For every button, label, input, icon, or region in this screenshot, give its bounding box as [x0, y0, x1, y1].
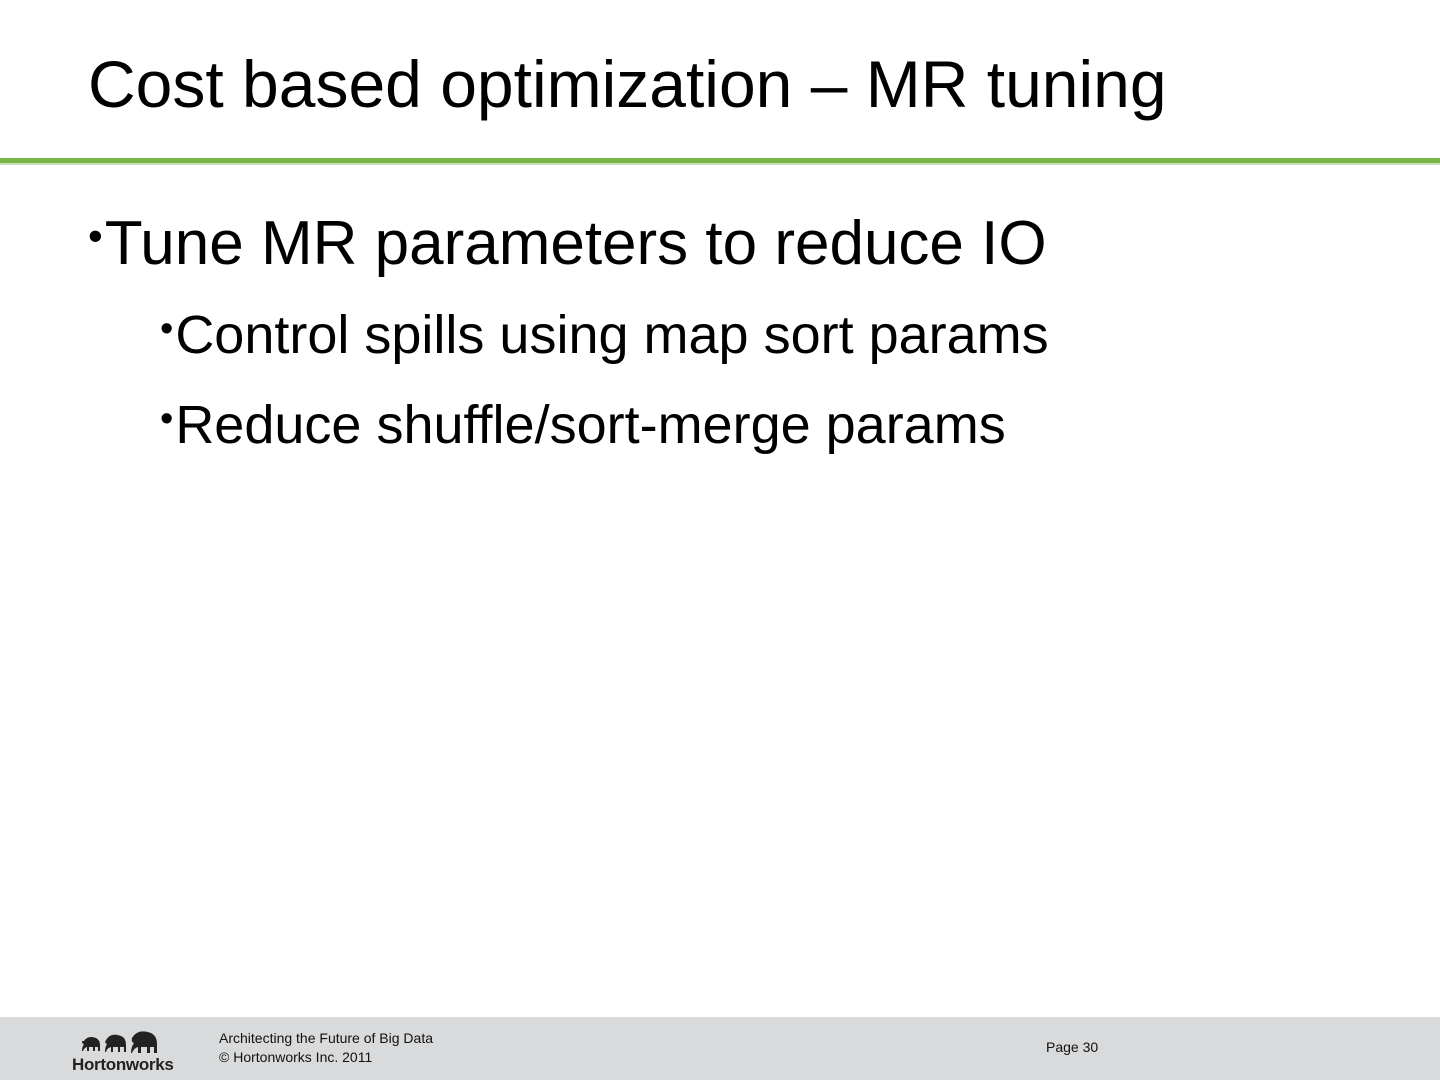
bullet-marker: • — [160, 398, 174, 440]
elephants-logo-icon — [70, 1027, 190, 1057]
slide-title: Cost based optimization – MR tuning — [88, 47, 1167, 121]
sub-bullet-item — [160, 386, 1006, 458]
sub-bullet-text: Control spills using map sort params — [175, 305, 1049, 365]
logo-wordmark: Hortonworks — [72, 1055, 174, 1074]
sub-bullet-item — [160, 296, 1049, 368]
slide-footer — [0, 1017, 1440, 1080]
title-divider-shadow — [0, 163, 1440, 165]
bullet-marker: • — [88, 212, 103, 259]
footer-copyright: © Hortonworks Inc. 2011 — [219, 1049, 373, 1065]
bullet-item — [88, 196, 1047, 284]
hortonworks-logo — [70, 1027, 190, 1075]
bullet-text: Tune MR parameters to reduce IO — [104, 209, 1047, 278]
bullet-marker: • — [160, 308, 174, 350]
footer-tagline: Architecting the Future of Big Data — [219, 1030, 433, 1046]
footer-info — [219, 1029, 433, 1067]
sub-bullet-text: Reduce shuffle/sort-merge params — [175, 395, 1006, 455]
page-number: Page 30 — [1046, 1039, 1099, 1055]
